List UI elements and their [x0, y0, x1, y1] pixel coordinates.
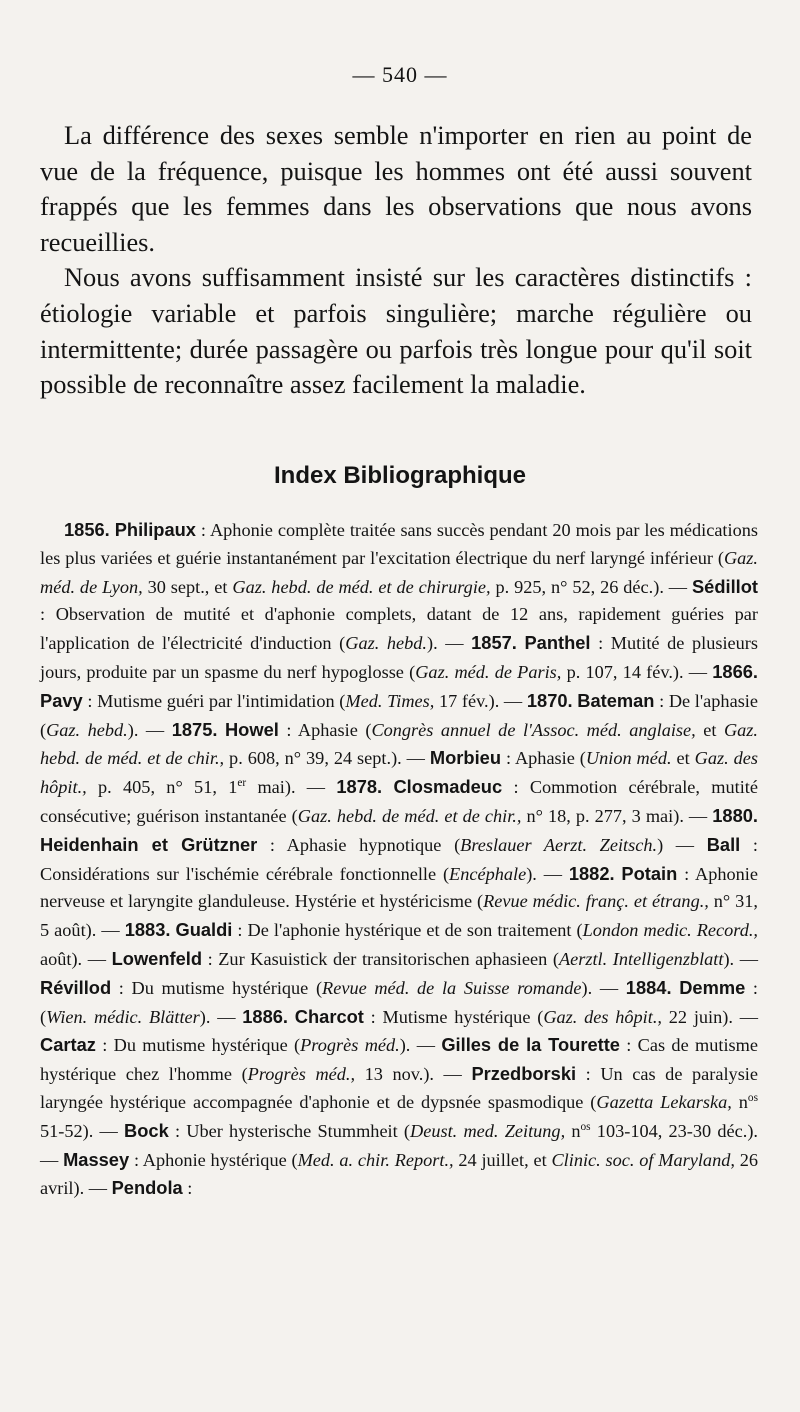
- entry-author: Sédillot: [691, 575, 759, 597]
- entry-source: Wien. médic. Blätter: [46, 1006, 200, 1027]
- entry-year: 1875.: [171, 718, 218, 740]
- entry-author: Ball: [706, 833, 741, 855]
- entry-year: 1883.: [124, 919, 171, 941]
- entry-text: : Aphasie (: [501, 748, 586, 769]
- body-paragraph-1: La différence des sexes semble n'importer en rien au point de vue de la fréquence, puisque les hommes ont été aussi souvent frappés que les femmes dans les observations que nous avons recueillies.: [40, 120, 752, 257]
- entry-text: : Du mutisme hystérique (: [95, 1035, 301, 1056]
- entry-author: Przedborski: [471, 1063, 577, 1085]
- section-heading: Index Bibliographique: [273, 462, 526, 489]
- entry-author: Philipaux: [114, 519, 196, 540]
- entry-text: ). —: [723, 948, 759, 969]
- entry-text: : Aphasie (: [278, 719, 372, 740]
- entry-year: 1857.: [471, 632, 517, 654]
- entry-text: : De l'aphasie (: [40, 690, 758, 740]
- entry-text: :: [182, 1178, 193, 1199]
- entry-text: ) —: [657, 834, 707, 855]
- entry-text: [382, 777, 393, 797]
- entry-text: : Zur Kasuistick der transitorischen aphasieen (: [202, 948, 559, 969]
- entry-source: Gaz. des hôpit.,: [40, 748, 758, 798]
- entry-source: Gaz. méd. de Lyon,: [40, 547, 758, 597]
- entry-text: : (: [40, 977, 758, 1027]
- entry-text: n° 31, 5 août). —: [40, 891, 759, 941]
- entry-source: Union méd.: [585, 748, 672, 769]
- entry-text: : Aphonie hystérique (: [129, 1149, 298, 1170]
- entry-author: Révillod: [40, 976, 112, 998]
- entry-source: Revue méd. de la Suisse romande: [322, 977, 582, 998]
- entry-text: 17 fév.). —: [434, 690, 527, 711]
- entry-text: 30 sept., et: [142, 576, 233, 597]
- entry-year: 1878.: [336, 776, 383, 798]
- entry-author: Pendola: [111, 1177, 183, 1199]
- entry-source: Progrès méd.: [300, 1035, 400, 1056]
- superscript: os: [580, 1120, 591, 1133]
- entry-source: Med. a. chir. Report.,: [297, 1149, 454, 1170]
- entry-author: Gilles de la Tourette: [441, 1034, 620, 1056]
- entry-text: : Mutité de plusieurs jours, produite par un spasme du nerf hypoglosse (: [40, 633, 758, 682]
- entry-text: et: [695, 719, 724, 740]
- bibliography-list: [40, 516, 758, 1203]
- entry-author: Gualdi: [175, 919, 233, 941]
- entry-text: ). —: [399, 1035, 442, 1056]
- entry-text: p. 608, n° 39, 24 sept.). —: [224, 748, 430, 769]
- entry-author: Bateman: [577, 689, 655, 711]
- entry-text: ). —: [127, 719, 172, 740]
- entry-source: Deust. med. Zeitung,: [410, 1120, 566, 1141]
- entry-text: p. 405, n° 51, 1: [86, 777, 238, 798]
- entry-text: : Cas de mutisme hystérique chez l'homme (: [40, 1035, 758, 1085]
- entry-text: : Mutisme guéri par l'intimidation (: [82, 690, 346, 711]
- entry-text: : Uber hysterische Stummheit (: [168, 1120, 411, 1141]
- entry-text: : Considérations sur l'ischémie cérébrale fonctionnelle (: [40, 834, 758, 884]
- entry-source: Congrès annuel de l'Assoc. méd. anglaise,: [371, 719, 696, 740]
- entry-author: Pavy: [40, 689, 83, 711]
- entry-source: Encéphale: [449, 863, 527, 884]
- entry-text: [217, 720, 225, 740]
- entry-text: : Observation de mutité et d'aphonie complets, datant de 12 ans, rapidement guéries par l'application de l'électricité d'induction (: [40, 604, 758, 654]
- entry-year: 1870.: [526, 689, 573, 711]
- entry-text: : De l'aphonie hystérique et de son traitement (: [232, 920, 583, 941]
- entry-text: : Du mutisme hystérique (: [111, 977, 323, 998]
- entry-text: : Aphasie hypnotique (: [257, 834, 461, 855]
- entry-text: : Un cas de paralysie laryngée hystérique accompagnée d'aphonie et de dypsnée spasmodique (: [40, 1064, 758, 1112]
- entry-text: et: [671, 748, 695, 769]
- entry-source: Gaz. hebd. de méd. et de chirurgie,: [232, 576, 491, 597]
- entry-author: Charcot: [294, 1005, 364, 1027]
- entry-author: Heidenhain et Grützner: [40, 833, 258, 855]
- entry-source: Gaz. méd. de Paris,: [415, 661, 562, 682]
- entry-text: [288, 1007, 295, 1027]
- entry-text: 22 juin). —: [661, 1006, 758, 1027]
- entry-text: : Aphonie nerveuse et laryngite glanduleuse. Hystérie et hystéricisme (: [40, 863, 758, 912]
- entry-year: 1866.: [712, 660, 759, 682]
- entry-source: Gaz. hebd. de méd. et de chir.,: [40, 719, 758, 769]
- entry-author: Demme: [679, 976, 746, 998]
- superscript: er: [237, 777, 247, 790]
- entry-source: London medic. Record.,: [582, 920, 759, 941]
- entry-author: Bock: [124, 1119, 169, 1141]
- entry-author: Panthel: [524, 632, 591, 654]
- entry-text: n° 18, p. 277, 3 mai). —: [521, 805, 713, 826]
- entry-text: ). —: [199, 1006, 243, 1027]
- entry-author: Howel: [224, 718, 279, 740]
- entry-source: Gazetta Lekarska,: [596, 1091, 732, 1112]
- entry-source: Med. Times,: [345, 690, 435, 711]
- entry-author: Morbieu: [429, 747, 501, 769]
- entry-text: n: [565, 1120, 581, 1141]
- entry-text: p. 925, n° 52, 26 déc.). —: [490, 576, 692, 597]
- entry-text: n: [731, 1091, 748, 1112]
- entry-source: Progrès méd.,: [247, 1064, 356, 1085]
- entry-source: Gaz. hebd.: [46, 719, 128, 740]
- entry-author: Closmadeuc: [393, 776, 503, 798]
- entry-text: 51-52). —: [40, 1120, 125, 1141]
- entry-text: ). —: [426, 633, 472, 654]
- entry-text: mai). —: [246, 777, 337, 798]
- page-number: — 540 —: [352, 62, 448, 87]
- entry-text: : Aphonie complète traitée sans succès pendant 20 mois par les médications les plus variées et guérie instantanément par l'excitation électrique du nerf laryngé inférieur (: [40, 520, 758, 568]
- entry-author: Potain: [621, 862, 678, 884]
- entry-source: Breslauer Aerzt. Zeitsch.: [460, 834, 658, 855]
- entry-text: ). —: [526, 863, 569, 884]
- entry-author: Cartaz: [40, 1034, 96, 1056]
- entry-source: Aerztl. Intelligenzblatt: [558, 948, 724, 969]
- entry-text: p. 107, 14 fév.). —: [561, 661, 713, 682]
- body-paragraph-2: Nous avons suffisamment insisté sur les caractères distinctifs : étiologie variable et parfois singulière; marche régulière ou intermittente; durée passagère ou parfois très longue pour qu'il soit possible de reconnaître assez facilement la maladie.: [40, 262, 752, 400]
- entry-text: août). —: [40, 948, 112, 969]
- entry-source: Gaz. hebd. de méd. et de chir.,: [297, 805, 522, 826]
- entry-text: : Mutisme hystérique (: [363, 1006, 544, 1027]
- main-text: [40, 118, 752, 403]
- entry-year: 1884.: [625, 976, 672, 998]
- entry-source: Revue médic. franç. et étrang.,: [483, 891, 709, 912]
- entry-year: 1882.: [568, 862, 615, 884]
- entry-year: 1880.: [712, 804, 758, 826]
- entry-text: 13 nov.). —: [355, 1064, 472, 1085]
- entry-author: Lowenfeld: [111, 947, 202, 969]
- entry-text: 26 avril). —: [40, 1149, 758, 1199]
- entry-author: Massey: [63, 1148, 130, 1170]
- entry-text: : Commotion cérébrale, mutité consécutive; guérison instantanée (: [40, 777, 758, 826]
- entry-text: ). —: [581, 977, 626, 998]
- entry-text: 103-104, 23-30 déc.). —: [40, 1120, 758, 1170]
- entry-year: 1856.: [64, 519, 110, 540]
- entry-year: 1886.: [242, 1005, 289, 1027]
- superscript: os: [747, 1091, 758, 1104]
- entry-source: Gaz. hebd.: [345, 633, 427, 654]
- entry-source: Gaz. des hôpit.,: [543, 1006, 662, 1027]
- entry-text: 24 juillet, et: [453, 1149, 552, 1170]
- entry-source: Clinic. soc. of Maryland,: [551, 1149, 735, 1170]
